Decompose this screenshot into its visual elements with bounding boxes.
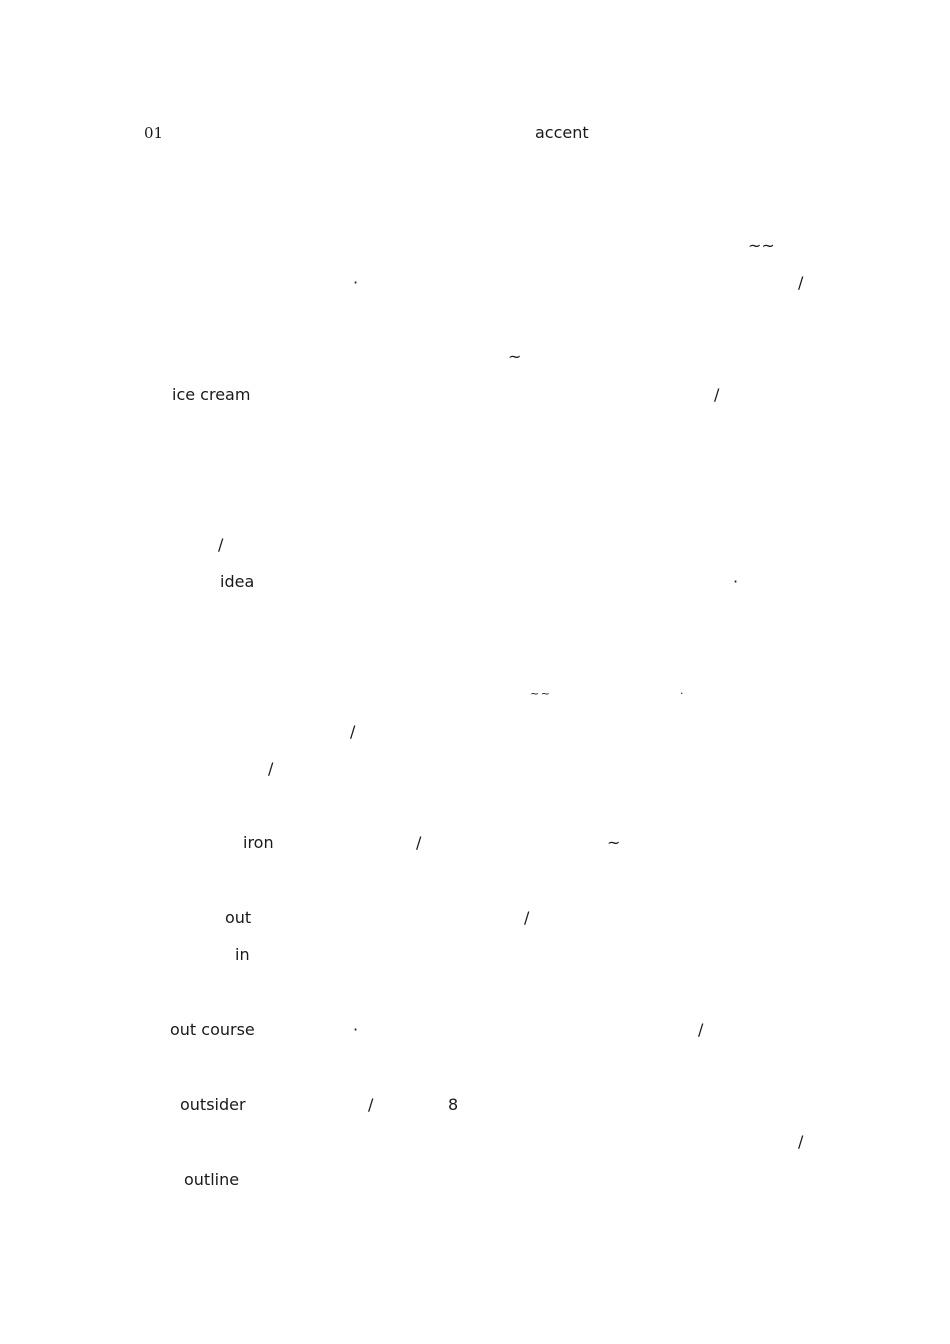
text-line bbox=[0, 533, 950, 557]
text-line bbox=[0, 682, 950, 706]
text-line bbox=[0, 645, 950, 669]
text-line bbox=[0, 420, 950, 444]
dot-mark: · bbox=[733, 572, 739, 591]
slash-mark: / bbox=[350, 722, 356, 741]
slash-mark: / bbox=[714, 385, 720, 404]
tilde-mark: ~ bbox=[607, 833, 621, 852]
text-line bbox=[0, 495, 950, 519]
dot-mark: · bbox=[353, 273, 359, 292]
slash-mark: / bbox=[524, 908, 530, 927]
text-line bbox=[0, 1130, 950, 1154]
text-line bbox=[0, 943, 950, 967]
english-word: outline bbox=[184, 1170, 240, 1189]
text-fragment: · bbox=[680, 687, 685, 700]
line-number: 01 bbox=[144, 124, 164, 142]
text-line bbox=[0, 271, 950, 295]
text-line bbox=[0, 1205, 950, 1229]
english-word: idea bbox=[220, 572, 255, 591]
english-word: out course bbox=[170, 1020, 255, 1039]
text-line bbox=[0, 831, 950, 855]
english-word: iron bbox=[243, 833, 274, 852]
text-line bbox=[0, 1168, 950, 1192]
text-line bbox=[0, 196, 950, 220]
slash-mark: / bbox=[268, 759, 274, 778]
text-line bbox=[0, 121, 950, 145]
tilde-mark: ~ bbox=[508, 347, 522, 366]
text-line bbox=[0, 906, 950, 930]
text-line bbox=[0, 869, 950, 893]
slash-mark: / bbox=[368, 1095, 374, 1114]
text-line bbox=[0, 757, 950, 781]
english-word: accent bbox=[535, 123, 589, 142]
text-line bbox=[0, 159, 950, 183]
text-line bbox=[0, 308, 950, 332]
english-word: out bbox=[225, 908, 252, 927]
slash-mark: / bbox=[798, 1132, 804, 1151]
english-word: outsider bbox=[180, 1095, 246, 1114]
slash-mark: / bbox=[798, 273, 804, 292]
text-line bbox=[0, 1056, 950, 1080]
text-line bbox=[0, 720, 950, 744]
text-line bbox=[0, 458, 950, 482]
text-line bbox=[0, 1093, 950, 1117]
text-line bbox=[0, 1018, 950, 1042]
text-line bbox=[0, 570, 950, 594]
english-word: in bbox=[235, 945, 250, 964]
text-fragment: ~~ bbox=[530, 687, 552, 700]
slash-mark: / bbox=[218, 535, 224, 554]
slash-mark: / bbox=[698, 1020, 704, 1039]
text-line bbox=[0, 234, 950, 258]
text-line bbox=[0, 794, 950, 818]
text-line bbox=[0, 981, 950, 1005]
slash-mark: / bbox=[416, 833, 422, 852]
english-word: ice cream bbox=[172, 385, 251, 404]
text-line bbox=[0, 607, 950, 631]
number-8: 8 bbox=[448, 1095, 459, 1114]
text-line bbox=[0, 345, 950, 369]
tilde-mark: ~~ bbox=[748, 236, 775, 255]
dot-mark: · bbox=[353, 1020, 359, 1039]
text-line bbox=[0, 383, 950, 407]
